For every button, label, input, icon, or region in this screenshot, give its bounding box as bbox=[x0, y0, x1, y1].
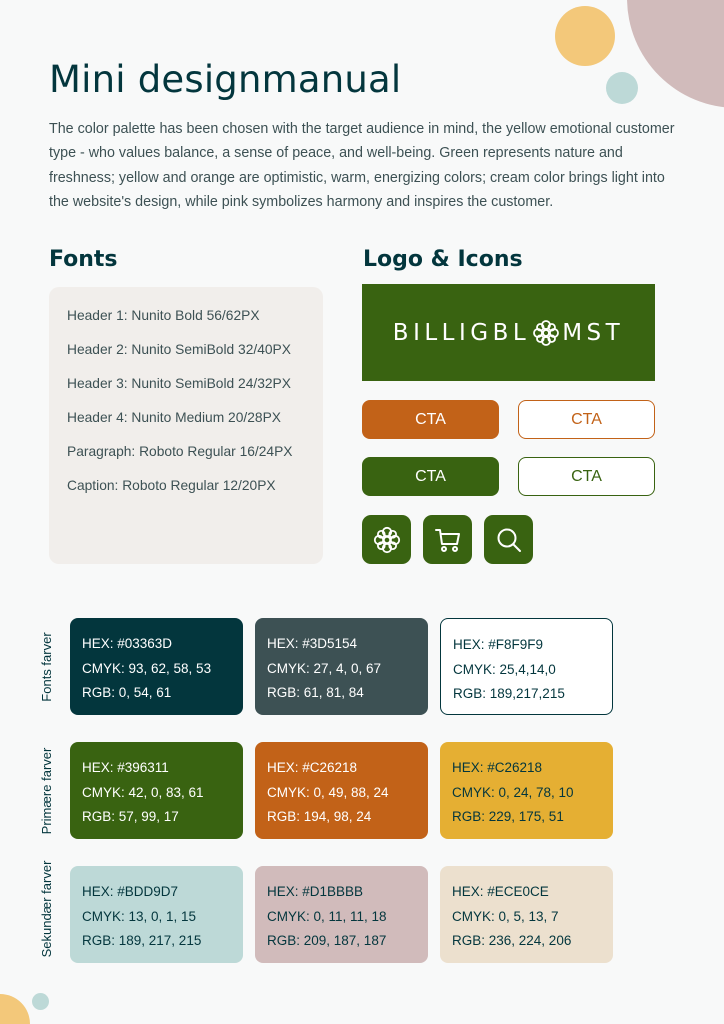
swatch-cmyk: CMYK: 0, 24, 78, 10 bbox=[452, 784, 574, 800]
swatch-hex: HEX: #D1BBBB bbox=[267, 884, 364, 899]
swatch-cmyk: CMYK: 0, 11, 11, 18 bbox=[267, 908, 387, 924]
fonts-card bbox=[49, 287, 323, 564]
decorative-circle-yellow bbox=[555, 6, 615, 66]
swatch-cmyk: CMYK: 42, 0, 83, 61 bbox=[82, 784, 204, 800]
swatch-rgb: RGB: 61, 81, 84 bbox=[267, 685, 364, 700]
color-swatch bbox=[440, 742, 613, 839]
decorative-circle-teal bbox=[606, 72, 638, 104]
swatch-rgb: RGB: 209, 187, 187 bbox=[267, 933, 387, 948]
swatch-cmyk: CMYK: 25,4,14,0 bbox=[453, 661, 556, 677]
cart-icon-button[interactable] bbox=[423, 515, 472, 564]
swatch-rgb: RGB: 189,217,215 bbox=[453, 686, 565, 701]
decorative-circle-pink bbox=[627, 0, 724, 108]
color-swatch bbox=[440, 866, 613, 963]
color-swatch bbox=[440, 618, 613, 715]
decorative-circle-yellow-bottom bbox=[0, 994, 30, 1024]
color-swatch bbox=[70, 618, 243, 715]
brand-logo bbox=[362, 284, 655, 381]
logo-icons-section-title: Logo & Icons bbox=[363, 247, 523, 272]
swatch-hex: HEX: #F8F9F9 bbox=[453, 637, 544, 652]
swatch-cmyk: CMYK: 93, 62, 58, 53 bbox=[82, 660, 212, 676]
font-spec-header-4: Header 4: Nunito Medium 20/28PX bbox=[67, 410, 281, 425]
flower-icon bbox=[372, 525, 402, 555]
fonts-section-title: Fonts bbox=[49, 247, 118, 272]
logo-flower-icon bbox=[533, 320, 559, 346]
swatch-hex: HEX: #03363D bbox=[82, 636, 173, 651]
swatch-hex: HEX: #ECE0CE bbox=[452, 884, 549, 899]
color-swatch bbox=[70, 866, 243, 963]
logo-text-right: MST bbox=[562, 319, 625, 346]
color-swatch bbox=[255, 742, 428, 839]
swatch-cmyk: CMYK: 0, 5, 13, 7 bbox=[452, 908, 559, 924]
swatch-rgb: RGB: 57, 99, 17 bbox=[82, 809, 179, 824]
row-label-font-colors: Fonts farver bbox=[39, 632, 54, 702]
swatch-rgb: RGB: 194, 98, 24 bbox=[267, 809, 372, 824]
font-spec-caption: Caption: Roboto Regular 12/20PX bbox=[67, 478, 276, 493]
decorative-circle-teal-bottom bbox=[32, 993, 49, 1010]
cta-button-orange-outline[interactable]: CTA bbox=[518, 400, 655, 439]
swatch-cmyk: CMYK: 0, 49, 88, 24 bbox=[267, 784, 389, 800]
cart-icon bbox=[433, 525, 463, 555]
swatch-hex: HEX: #C26218 bbox=[452, 760, 543, 775]
swatch-hex: HEX: #3D5154 bbox=[267, 636, 358, 651]
swatch-hex: HEX: #C26218 bbox=[267, 760, 358, 775]
font-spec-paragraph: Paragraph: Roboto Regular 16/24PX bbox=[67, 444, 293, 459]
swatch-hex: HEX: #396311 bbox=[82, 760, 169, 775]
logo-text-left: BILLIGBL bbox=[392, 319, 531, 346]
row-label-primary-colors: Primære farver bbox=[39, 747, 54, 835]
font-spec-header-1: Header 1: Nunito Bold 56/62PX bbox=[67, 308, 260, 323]
row-label-secondary-colors: Sekundær farver bbox=[39, 860, 54, 958]
swatch-hex: HEX: #BDD9D7 bbox=[82, 884, 179, 899]
cta-button-green-filled[interactable]: CTA bbox=[362, 457, 499, 496]
flower-icon-button[interactable] bbox=[362, 515, 411, 564]
color-swatch bbox=[255, 866, 428, 963]
color-swatch bbox=[70, 742, 243, 839]
font-spec-header-3: Header 3: Nunito SemiBold 24/32PX bbox=[67, 376, 291, 391]
search-icon bbox=[494, 525, 524, 555]
font-spec-header-2: Header 2: Nunito SemiBold 32/40PX bbox=[67, 342, 291, 357]
swatch-rgb: RGB: 236, 224, 206 bbox=[452, 933, 572, 948]
search-icon-button[interactable] bbox=[484, 515, 533, 564]
intro-paragraph: The color palette has been chosen with the target audience in mind, the yellow emotional customer type - who values balance, a sense of peace, and well-being. Green represents nature and freshness; yellow and orange are optimistic, warm, energizing colors; cream color brings light into the website's design, while pink symbolizes harmony and inspires the customer. bbox=[49, 121, 675, 210]
swatch-cmyk: CMYK: 13, 0, 1, 15 bbox=[82, 908, 197, 924]
swatch-rgb: RGB: 229, 175, 51 bbox=[452, 809, 564, 824]
swatch-cmyk: CMYK: 27, 4, 0, 67 bbox=[267, 660, 382, 676]
page-title: Mini designmanual bbox=[49, 58, 402, 101]
swatch-rgb: RGB: 0, 54, 61 bbox=[82, 685, 172, 700]
cta-button-orange-filled[interactable]: CTA bbox=[362, 400, 499, 439]
color-swatch bbox=[255, 618, 428, 715]
swatch-rgb: RGB: 189, 217, 215 bbox=[82, 933, 202, 948]
cta-button-green-outline[interactable]: CTA bbox=[518, 457, 655, 496]
